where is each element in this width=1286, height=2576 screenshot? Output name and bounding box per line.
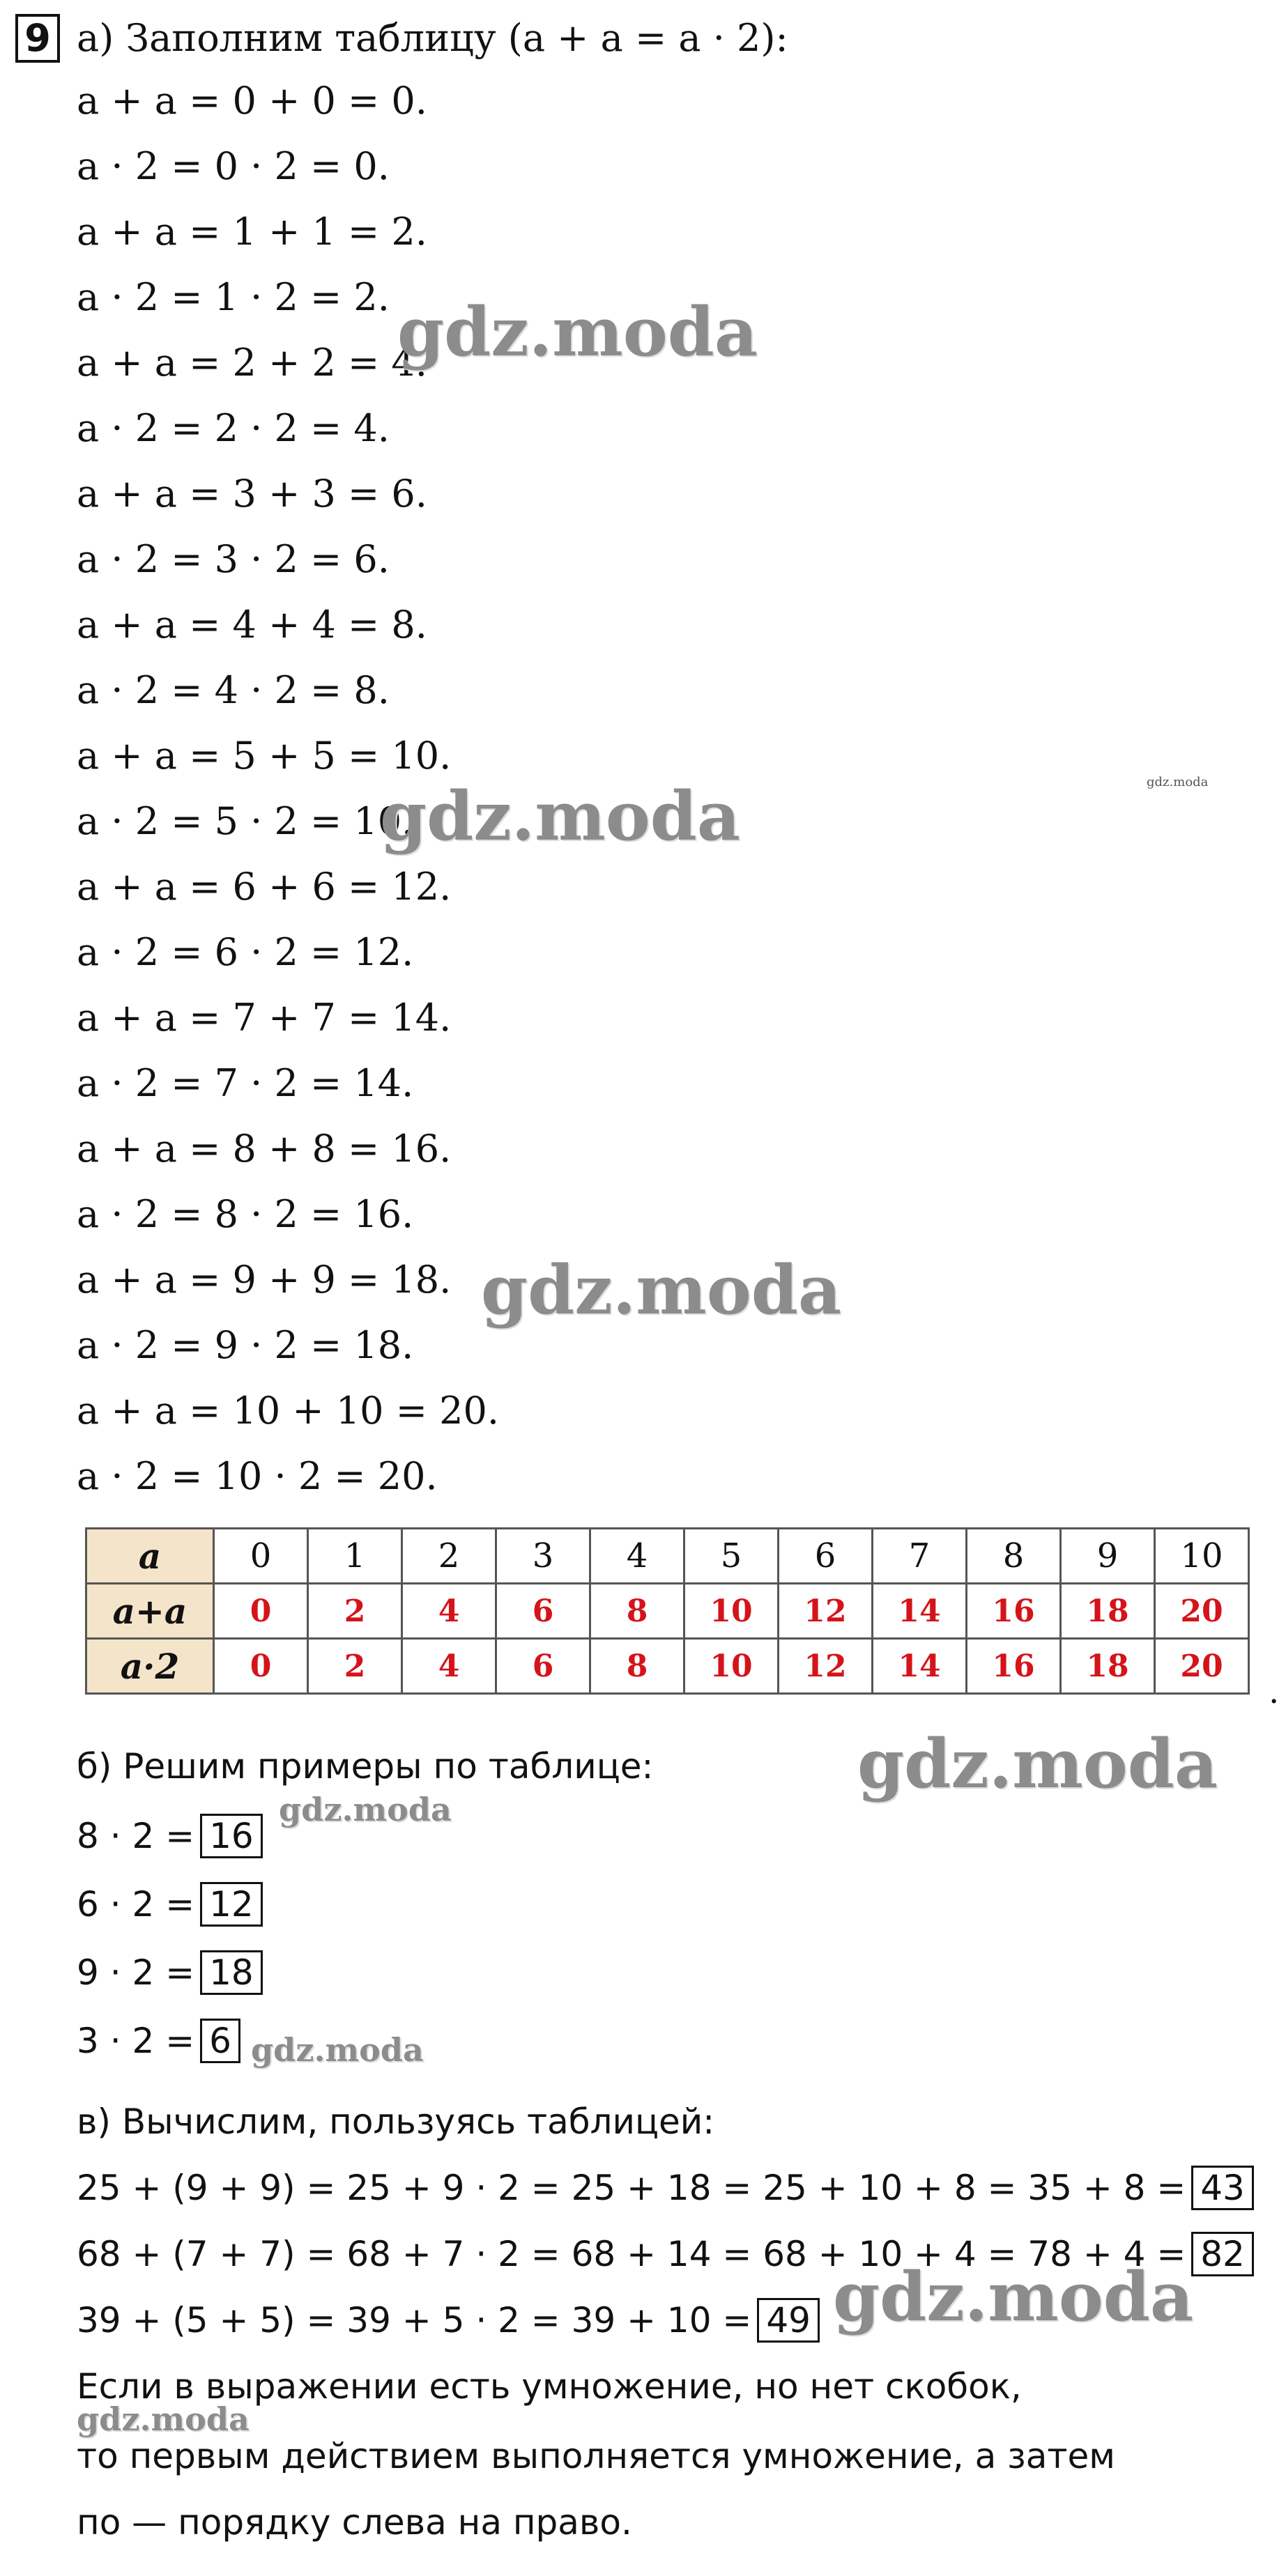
values-table bbox=[85, 1527, 1250, 1695]
boxed-answer: 18 bbox=[200, 1950, 263, 1995]
table-cell-sum: 20 bbox=[1155, 1584, 1249, 1639]
equation-line: a + a = 0 + 0 = 0. bbox=[77, 79, 427, 123]
table-row-product bbox=[86, 1639, 1249, 1694]
equation-line: a · 2 = 5 · 2 = 10. bbox=[77, 799, 414, 843]
table-cell-a: 2 bbox=[402, 1529, 496, 1584]
equation-line: a + a = 6 + 6 = 12. bbox=[77, 865, 452, 909]
equation-line: a + a = 7 + 7 = 14. bbox=[77, 996, 452, 1040]
row-label-a: a bbox=[86, 1529, 214, 1584]
part-b-heading: б) Решим примеры по таблице: bbox=[77, 1746, 654, 1787]
table-cell-a: 6 bbox=[779, 1529, 873, 1584]
table-cell-product: 10 bbox=[684, 1639, 779, 1694]
equation-line: a · 2 = 4 · 2 = 8. bbox=[77, 668, 390, 712]
table-cell-product: 6 bbox=[496, 1639, 590, 1694]
rule-note-line-2: то первым действием выполняется умножение, а затем bbox=[77, 2436, 1115, 2476]
table-cell-sum: 0 bbox=[214, 1584, 308, 1639]
calc-expression: 25 + (9 + 9) = 25 + 9 · 2 = 25 + 18 = 25 + 10 + 8 = 35 + 8 = bbox=[77, 2168, 1186, 2208]
example-line bbox=[77, 1880, 263, 1929]
equation-line: a · 2 = 9 · 2 = 18. bbox=[77, 1323, 414, 1367]
watermark: gdz.moda bbox=[857, 1725, 1218, 1803]
row-label-product: a·2 bbox=[86, 1639, 214, 1694]
calc-line bbox=[77, 2164, 1254, 2212]
table-cell-sum: 18 bbox=[1061, 1584, 1155, 1639]
table-cell-product: 4 bbox=[402, 1639, 496, 1694]
example-expression: 6 · 2 = bbox=[77, 1884, 195, 1925]
boxed-answer: 6 bbox=[200, 2019, 240, 2063]
equation-line: a · 2 = 6 · 2 = 12. bbox=[77, 930, 414, 974]
table-cell-a: 5 bbox=[684, 1529, 779, 1584]
table-cell-a: 9 bbox=[1061, 1529, 1155, 1584]
table-cell-sum: 14 bbox=[873, 1584, 967, 1639]
table-row-a bbox=[86, 1529, 1249, 1584]
row-label-sum: a+a bbox=[86, 1584, 214, 1639]
boxed-answer: 12 bbox=[200, 1882, 263, 1927]
table-cell-product: 16 bbox=[967, 1639, 1061, 1694]
equation-line: a + a = 2 + 2 = 4. bbox=[77, 341, 427, 385]
equation-line: a + a = 8 + 8 = 16. bbox=[77, 1127, 452, 1171]
table-cell-a: 7 bbox=[873, 1529, 967, 1584]
watermark: gdz.moda bbox=[397, 293, 758, 371]
equation-line: a + a = 4 + 4 = 8. bbox=[77, 603, 427, 647]
example-line bbox=[77, 1948, 263, 1997]
table-cell-a: 4 bbox=[590, 1529, 684, 1584]
boxed-answer: 16 bbox=[200, 1814, 263, 1858]
table-cell-sum: 10 bbox=[684, 1584, 779, 1639]
table-cell-a: 8 bbox=[967, 1529, 1061, 1584]
watermark-tiny: gdz.moda bbox=[1147, 775, 1209, 789]
table-cell-product: 20 bbox=[1155, 1639, 1249, 1694]
equation-line: a · 2 = 3 · 2 = 6. bbox=[77, 537, 390, 581]
task-number-box: 9 bbox=[15, 14, 60, 63]
example-expression: 9 · 2 = bbox=[77, 1952, 195, 1993]
table-cell-product: 18 bbox=[1061, 1639, 1155, 1694]
calc-expression: 68 + (7 + 7) = 68 + 7 · 2 = 68 + 14 = 68 + 10 + 4 = 78 + 4 = bbox=[77, 2234, 1186, 2274]
equation-line: a + a = 5 + 5 = 10. bbox=[77, 734, 452, 778]
boxed-answer: 82 bbox=[1191, 2232, 1254, 2276]
boxed-answer: 49 bbox=[757, 2298, 820, 2343]
watermark: gdz.moda bbox=[833, 2258, 1194, 2336]
equation-line: a · 2 = 0 · 2 = 0. bbox=[77, 144, 390, 188]
table-cell-a: 10 bbox=[1155, 1529, 1249, 1584]
table-cell-sum: 16 bbox=[967, 1584, 1061, 1639]
example-line bbox=[77, 2016, 240, 2065]
table-cell-a: 0 bbox=[214, 1529, 308, 1584]
table-cell-product: 8 bbox=[590, 1639, 684, 1694]
part-c-heading: в) Вычислим, пользуясь таблицей: bbox=[77, 2101, 715, 2142]
part-a-heading: а) Заполним таблицу (a + a = a · 2): bbox=[77, 16, 788, 60]
watermark: gdz.moda bbox=[77, 2400, 250, 2438]
table-cell-product: 2 bbox=[308, 1639, 402, 1694]
example-line bbox=[77, 1812, 263, 1860]
calc-line bbox=[77, 2296, 820, 2345]
equation-line: a · 2 = 8 · 2 = 16. bbox=[77, 1192, 414, 1236]
watermark: gdz.moda bbox=[251, 2031, 424, 2069]
watermark: gdz.moda bbox=[380, 777, 741, 856]
rule-note-line-3: по — порядку слева на право. bbox=[77, 2502, 632, 2543]
example-expression: 8 · 2 = bbox=[77, 1816, 195, 1856]
table-cell-sum: 4 bbox=[402, 1584, 496, 1639]
table-cell-a: 1 bbox=[308, 1529, 402, 1584]
table-cell-product: 14 bbox=[873, 1639, 967, 1694]
equation-line: a + a = 9 + 9 = 18. bbox=[77, 1258, 452, 1302]
equation-line: a + a = 3 + 3 = 6. bbox=[77, 472, 427, 516]
table-cell-a: 3 bbox=[496, 1529, 590, 1584]
equation-line: a + a = 10 + 10 = 20. bbox=[77, 1389, 499, 1433]
example-expression: 3 · 2 = bbox=[77, 2021, 195, 2061]
table-cell-sum: 2 bbox=[308, 1584, 402, 1639]
calc-expression: 39 + (5 + 5) = 39 + 5 · 2 = 39 + 10 = bbox=[77, 2300, 752, 2340]
equation-line: a + a = 1 + 1 = 2. bbox=[77, 210, 427, 254]
rule-note-line-1: Если в выражении есть умножение, но нет скобок, bbox=[77, 2366, 1022, 2407]
equation-line: a · 2 = 7 · 2 = 14. bbox=[77, 1061, 414, 1105]
equation-line: a · 2 = 2 · 2 = 4. bbox=[77, 406, 390, 450]
table-cell-sum: 8 bbox=[590, 1584, 684, 1639]
equation-line: a · 2 = 10 · 2 = 20. bbox=[77, 1454, 438, 1498]
equation-line: a · 2 = 1 · 2 = 2. bbox=[77, 275, 390, 319]
table-trailing-dot: . bbox=[1269, 1672, 1280, 1711]
watermark: gdz.moda bbox=[279, 1791, 452, 1828]
table-cell-product: 12 bbox=[779, 1639, 873, 1694]
boxed-answer: 43 bbox=[1191, 2166, 1254, 2210]
watermark: gdz.moda bbox=[481, 1251, 842, 1329]
table-cell-sum: 6 bbox=[496, 1584, 590, 1639]
table-cell-product: 0 bbox=[214, 1639, 308, 1694]
table-row-sum bbox=[86, 1584, 1249, 1639]
table-cell-sum: 12 bbox=[779, 1584, 873, 1639]
